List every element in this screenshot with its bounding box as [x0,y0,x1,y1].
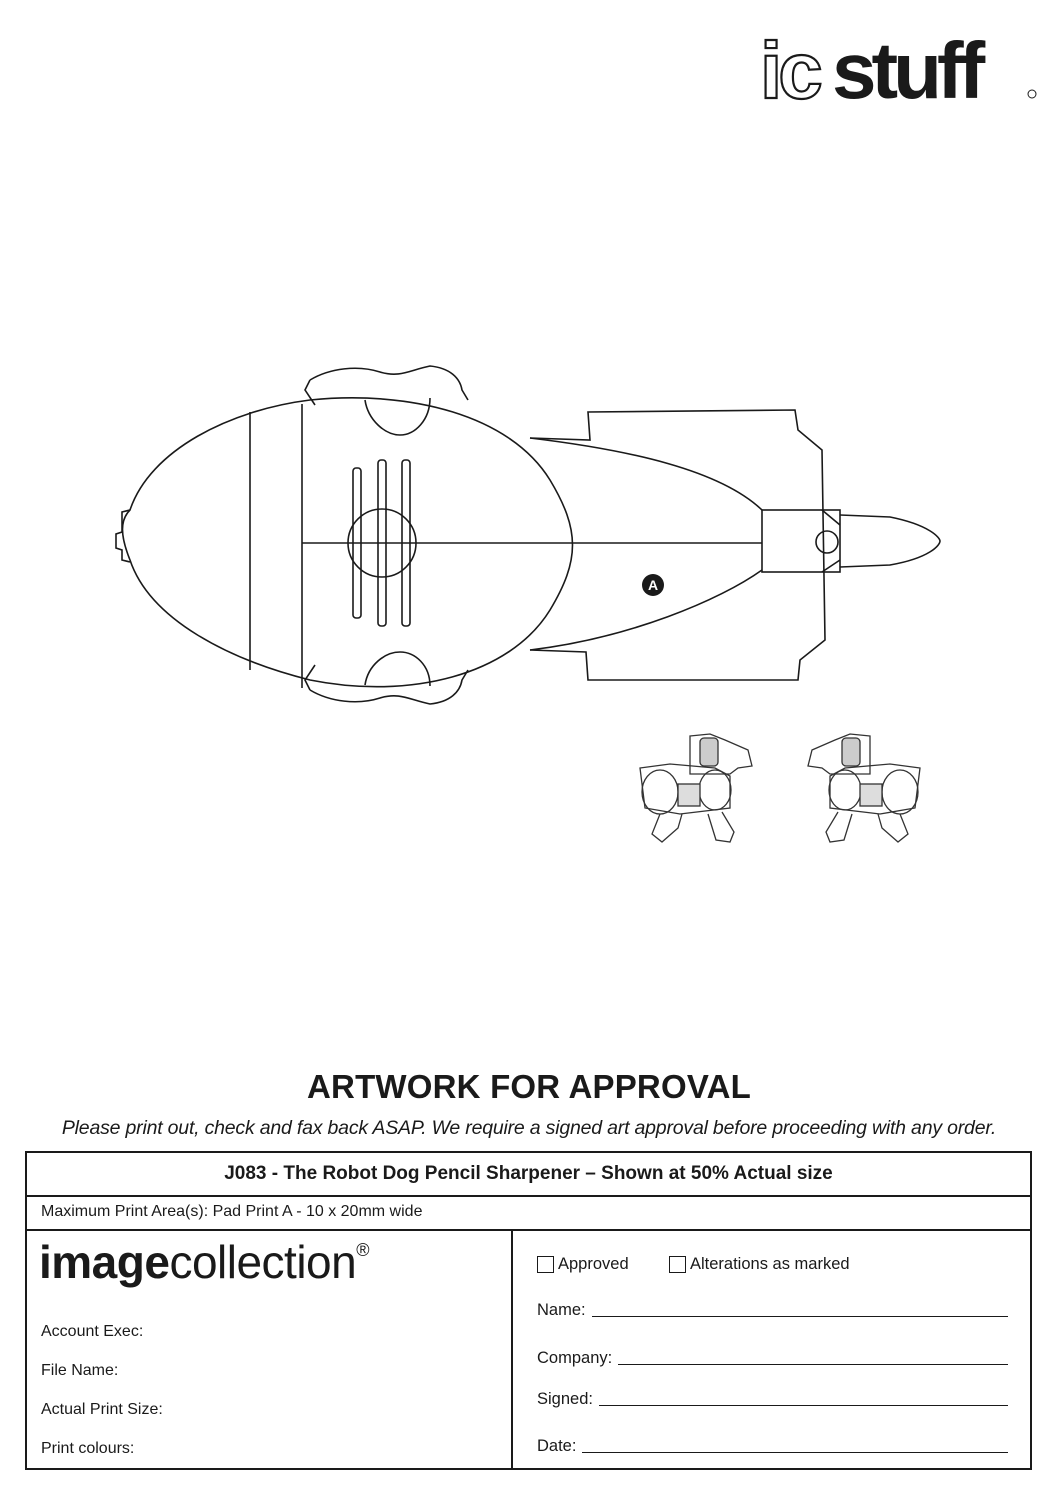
approved-label: Approved [558,1255,629,1273]
file-name-label: File Name: [41,1362,119,1379]
company-label: Company: [537,1349,613,1367]
print-colours-label: Print colours: [41,1440,135,1457]
company-field[interactable] [537,1349,1008,1368]
approval-form [25,1151,1032,1470]
name-line[interactable] [592,1315,1008,1317]
icstuff-logo [760,28,1038,108]
account-exec-label: Account Exec: [41,1323,144,1340]
alterations-checkbox[interactable] [669,1256,686,1273]
company-line[interactable] [618,1363,1008,1365]
approved-checkbox[interactable] [537,1256,554,1273]
svg-text:ic: ic [760,28,819,108]
product-title-row [27,1153,1030,1197]
actual-print-size-label: Actual Print Size: [41,1401,163,1418]
print-area-marker-label: A [647,577,659,593]
signed-label: Signed: [537,1390,593,1408]
name-field[interactable] [537,1301,1008,1320]
page-title: ARTWORK FOR APPROVAL [307,1068,751,1105]
job-details-panel [27,1231,513,1468]
date-label: Date: [537,1437,577,1455]
approved-option[interactable] [537,1255,629,1274]
print-area-text: Maximum Print Area(s): Pad Print A - 10 x 20mm wide [41,1203,423,1220]
sharpener-top-view-drawing [110,360,950,710]
imagecollection-logo: imagecollection® [39,1236,369,1288]
name-label: Name: [537,1301,586,1319]
date-line[interactable] [582,1451,1008,1453]
robot-dog-side-view-right [795,728,930,848]
date-field[interactable] [537,1437,1008,1456]
signed-line[interactable] [599,1404,1008,1406]
robot-dog-side-view-left [630,728,765,848]
alterations-label: Alterations as marked [690,1255,850,1273]
alterations-option[interactable] [669,1255,850,1274]
print-area-row [27,1195,1030,1231]
svg-text:stuff: stuff [832,28,981,108]
signed-field[interactable] [537,1390,1008,1409]
product-title: J083 - The Robot Dog Pencil Sharpener – Shown at 50% Actual size [224,1163,833,1184]
approval-panel [513,1231,1030,1468]
instructions-text: Please print out, check and fax back ASAP. We require a signed art approval before proceeding with any order. [61,1117,997,1139]
